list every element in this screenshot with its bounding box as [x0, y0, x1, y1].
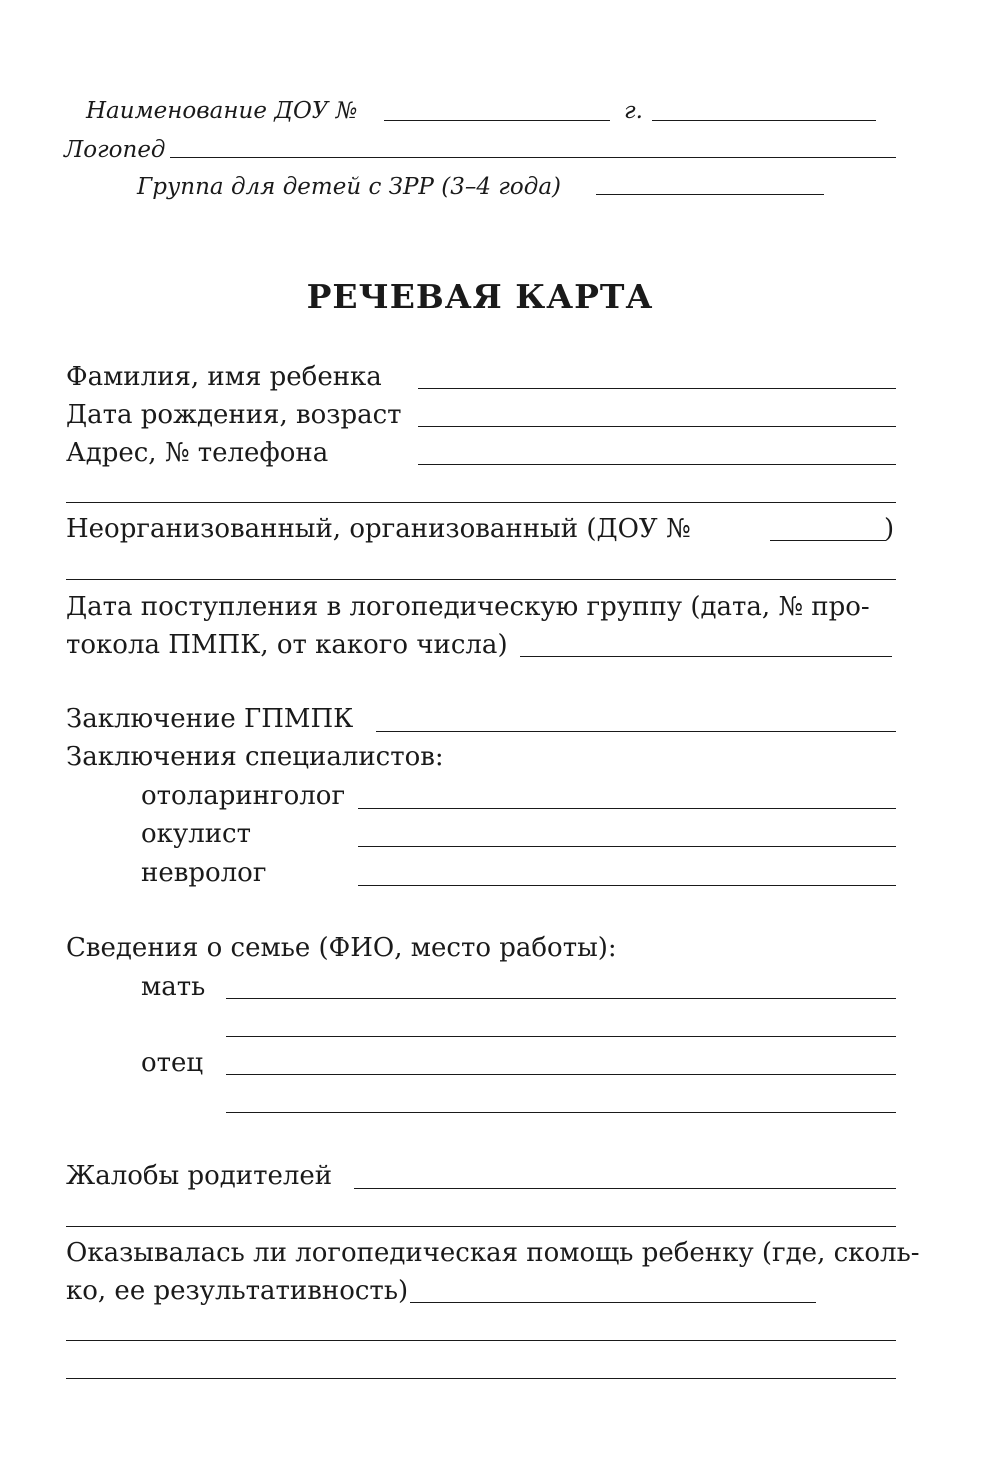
child-name-line[interactable] [418, 388, 896, 389]
gpmpk-line[interactable] [376, 731, 896, 732]
complaints-label: Жалобы родителей [66, 1161, 333, 1191]
group-label: Группа для детей с ЗРР (3–4 года) [137, 174, 562, 200]
page-title: РЕЧЕВАЯ КАРТА [306, 277, 654, 316]
admission-label-line2: токола ПМПК, от какого числа) [66, 630, 508, 660]
gpmpk-label: Заключение ГПМПК [66, 704, 354, 734]
admission-label-line1: Дата поступления в логопедическую группу (дата, № про- [66, 592, 870, 622]
complaints-line[interactable] [354, 1188, 896, 1189]
admission-line[interactable] [520, 656, 892, 657]
city-line[interactable] [652, 120, 876, 121]
dou-name-label: Наименование ДОУ № [86, 98, 358, 124]
mother-line[interactable] [226, 998, 896, 999]
mother-label: мать [141, 972, 206, 1002]
otolaryngologist-line[interactable] [358, 808, 896, 809]
father-line-extra[interactable] [226, 1112, 896, 1113]
help-line-extra-1[interactable] [66, 1340, 896, 1341]
birth-date-label: Дата рождения, возраст [66, 400, 402, 430]
logoped-line[interactable] [170, 157, 896, 158]
mother-line-extra[interactable] [226, 1036, 896, 1037]
help-label-line2: ко, ее результативность) [66, 1276, 409, 1306]
otolaryngologist-label: отоларинголог [141, 781, 346, 811]
father-line[interactable] [226, 1074, 896, 1075]
address-line-extra[interactable] [66, 502, 896, 503]
neurologist-label: невролог [141, 858, 267, 888]
child-name-label: Фамилия, имя ребенка [66, 362, 382, 392]
organized-close-paren: ) [884, 514, 895, 544]
help-line-extra-2[interactable] [66, 1378, 896, 1379]
dou-number-line[interactable] [384, 120, 610, 121]
father-label: отец [141, 1048, 204, 1078]
complaints-line-extra[interactable] [66, 1226, 896, 1227]
logoped-label: Логопед [64, 137, 166, 163]
group-line[interactable] [596, 194, 824, 195]
oculist-label: окулист [141, 819, 251, 849]
birth-date-line[interactable] [418, 426, 896, 427]
help-label-line1: Оказывалась ли логопедическая помощь ребенку (где, сколь- [66, 1238, 920, 1268]
oculist-line[interactable] [358, 846, 896, 847]
neurologist-line[interactable] [358, 885, 896, 886]
city-label: г. [624, 98, 643, 124]
address-line[interactable] [418, 464, 896, 465]
address-label: Адрес, № телефона [66, 438, 329, 468]
help-line[interactable] [410, 1302, 816, 1303]
organized-label: Неорганизованный, организованный (ДОУ № [66, 514, 691, 544]
organized-line-extra[interactable] [66, 579, 896, 580]
specialists-label: Заключения специалистов: [66, 742, 444, 772]
organized-dou-line[interactable] [770, 540, 886, 541]
family-label: Сведения о семье (ФИО, место работы): [66, 933, 617, 963]
